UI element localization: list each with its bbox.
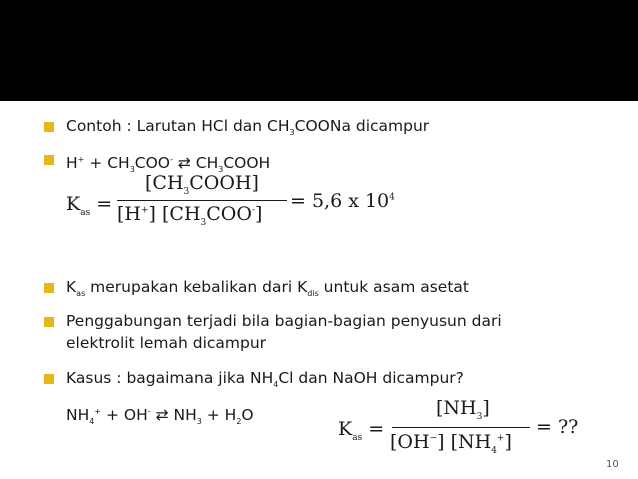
text: + OH: [101, 406, 148, 424]
equation-kas2-denominator: [390, 431, 512, 456]
fraction-bar: [117, 200, 287, 201]
equation-kas-lhs: [66, 193, 112, 218]
text: 3: [196, 417, 202, 426]
equation-kas2-numerator: [436, 397, 490, 422]
text: +: [140, 205, 149, 216]
text: +: [496, 433, 505, 444]
fraction-bar: [392, 427, 530, 428]
text: K: [338, 418, 353, 440]
text: 2: [236, 417, 242, 426]
bullet-marker: [44, 374, 54, 384]
text: K: [66, 193, 81, 215]
text: = ??: [536, 416, 579, 438]
header-band: [0, 0, 638, 101]
text: K: [66, 278, 77, 296]
text: 3: [129, 165, 135, 174]
text: = 5,6 x 10: [290, 190, 390, 212]
equation-kas-numerator: [145, 172, 259, 197]
equation-kas-value: [290, 190, 395, 212]
text: Contoh : Larutan HCl dan CH: [66, 117, 290, 135]
text: NH: [66, 406, 90, 424]
text: Cl dan NaOH dicampur?: [278, 369, 464, 387]
text: as: [352, 432, 363, 443]
text: 4: [491, 445, 497, 456]
text: + CH: [84, 154, 130, 172]
text: COONa dicampur: [294, 117, 430, 135]
text: 3: [218, 165, 224, 174]
text: 4: [389, 192, 395, 203]
text: [NH: [436, 397, 477, 419]
text: 3: [200, 217, 207, 228]
text: [NH: [450, 431, 492, 453]
text: COOH: [223, 154, 271, 172]
text: +: [77, 155, 85, 164]
equation-kas-denominator: [117, 203, 262, 228]
text: 3: [476, 411, 483, 422]
text: ]: [437, 431, 445, 453]
text: ]: [504, 431, 512, 453]
text: −: [429, 433, 438, 444]
bullet-marker: [44, 122, 54, 132]
reaction-ammonium: [66, 402, 254, 431]
text: 3: [289, 128, 295, 137]
text: [H: [117, 203, 141, 225]
text: +: [94, 407, 102, 416]
text: [OH: [390, 431, 430, 453]
text: untuk asam asetat: [318, 278, 469, 296]
text: -: [251, 205, 256, 216]
text: dis: [307, 289, 319, 298]
text: ]: [482, 397, 490, 419]
text: O: [241, 406, 254, 424]
text: [CH: [162, 203, 201, 225]
text: 3: [183, 186, 190, 197]
bullet-marker: [44, 317, 54, 327]
text: as: [80, 207, 91, 218]
text: [CH: [145, 172, 184, 194]
bullet-marker: [44, 155, 54, 165]
text: COO: [134, 154, 171, 172]
text: =: [368, 418, 385, 440]
bullet-contoh: [66, 117, 429, 142]
text: 4: [273, 380, 279, 389]
text: Penggabungan terjadi bila bagian-bagian penyusun dari: [66, 312, 502, 330]
text: ]: [255, 203, 263, 225]
text: ⇄ CH: [172, 154, 219, 172]
bullet-kasus: [66, 369, 464, 394]
text: ⇄ NH: [150, 406, 197, 424]
text: =: [96, 193, 113, 215]
text: merupakan kebalikan dari K: [85, 278, 308, 296]
bullet-penggabungan: [66, 312, 502, 353]
text: -: [147, 407, 151, 416]
equation-kas2-lhs: [338, 418, 384, 443]
text: 4: [89, 417, 95, 426]
text: + H: [201, 406, 237, 424]
bullet-marker: [44, 283, 54, 293]
text: as: [76, 289, 86, 298]
text: -: [170, 155, 173, 164]
bullet-kas-definition: [66, 278, 469, 303]
text: elektrolit lemah dicampur: [66, 334, 267, 352]
text: ]: [148, 203, 156, 225]
text: COO: [206, 203, 252, 225]
text: Kasus : bagaimana jika NH: [66, 369, 274, 387]
equation-kas2-value: [536, 416, 578, 438]
text: H: [66, 154, 78, 172]
text: COOH]: [189, 172, 259, 194]
page-number: 10: [606, 459, 619, 470]
